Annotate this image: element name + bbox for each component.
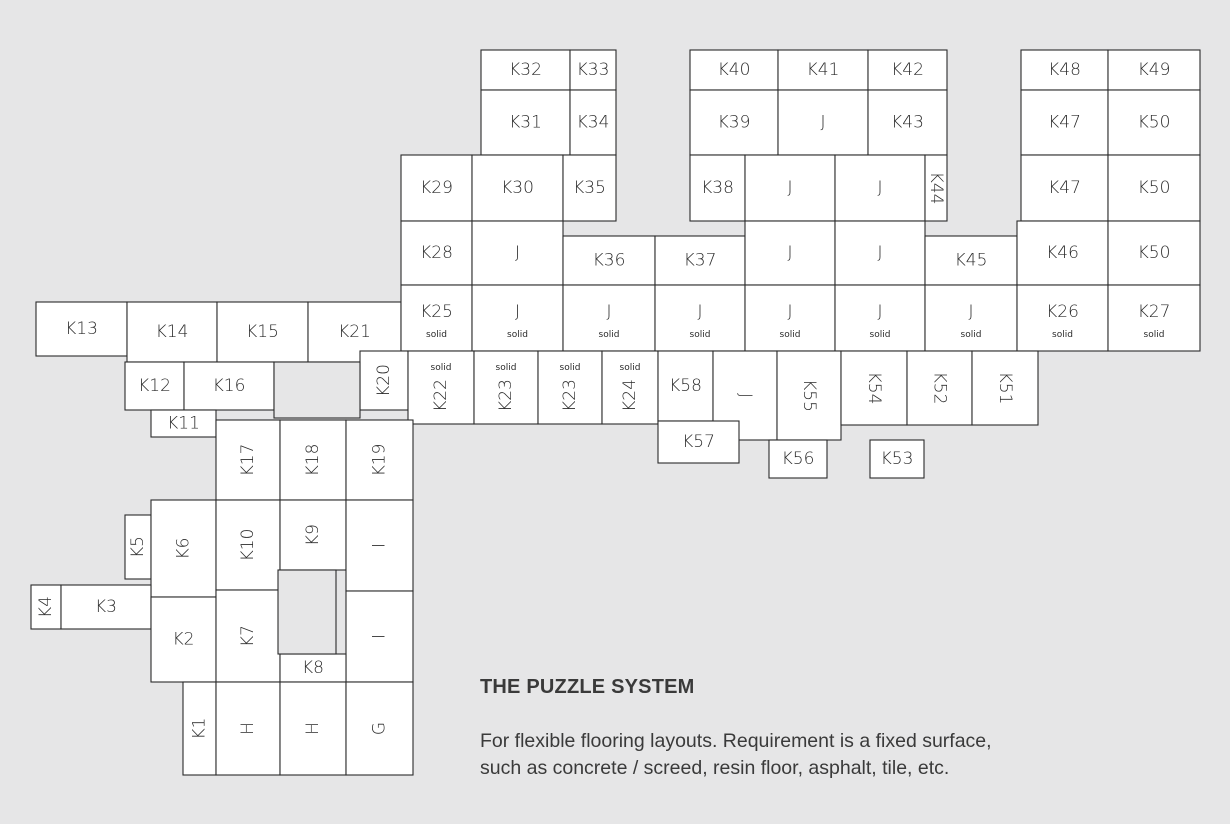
tile-label-i_b: I: [369, 633, 390, 640]
tile-label-k23b: K23: [560, 379, 580, 412]
solid-note-k24: solid: [619, 363, 641, 373]
solid-note-k23b: solid: [559, 363, 581, 373]
tile-label-k5: K5: [128, 536, 148, 558]
tile-label-k8: K8: [302, 658, 324, 678]
tile-label-k39: K39: [717, 112, 751, 133]
caption-line-1: For flexible flooring layouts. Requirement is a fixed surface,: [480, 730, 992, 752]
tile-label-k34: K34: [576, 112, 610, 133]
tile-label-k11: K11: [167, 413, 200, 434]
tile-label-i_a: I: [369, 542, 390, 549]
tile-label-k7: K7: [238, 625, 258, 647]
tile-label-j_s4: J: [787, 302, 793, 322]
floor-opening-1: [274, 362, 360, 418]
solid-note-j_s1: solid: [507, 330, 528, 340]
tile-label-k12: K12: [138, 376, 171, 396]
tile-label-k4: K4: [36, 596, 56, 618]
tile-label-k46: K46: [1046, 243, 1079, 263]
tile-label-j_s1: J: [514, 302, 521, 322]
tile-label-k22: K22: [431, 379, 451, 412]
tile-label-k9: K9: [303, 524, 323, 546]
tile-label-k43: K43: [891, 112, 924, 133]
tile-label-k25: K25: [420, 302, 453, 322]
tile-label-k45: K45: [954, 250, 988, 271]
tile-label-k38: K38: [701, 178, 734, 198]
floor-opening-2: [278, 570, 336, 654]
tile-label-k29: K29: [420, 178, 453, 198]
tile-label-k1: K1: [189, 717, 210, 740]
tile-label-j_r4b: J: [787, 243, 793, 263]
tile-label-k26: K26: [1046, 302, 1079, 322]
solid-note-j_s3: solid: [689, 330, 711, 340]
tile-label-h_b: H: [303, 722, 323, 735]
tile-label-k57: K57: [682, 432, 715, 452]
tile-label-k35: K35: [573, 178, 606, 198]
tile-label-k53: K53: [880, 449, 914, 469]
tile-label-k58: K58: [669, 376, 702, 396]
tile-label-j_r3a: J: [787, 178, 793, 198]
tile-label-k23a: K23: [496, 379, 516, 412]
tile-label-k21: K21: [338, 322, 371, 342]
tile-label-k54: K54: [864, 371, 884, 405]
tile-label-j_s2: J: [606, 302, 612, 322]
tile-label-k14: K14: [155, 322, 189, 342]
tile-label-j_mid: J: [735, 392, 755, 399]
solid-note-k22: solid: [430, 363, 452, 373]
tile-label-k37: K37: [683, 250, 717, 271]
solid-note-j_s6: solid: [960, 330, 982, 340]
tile-label-j_r3b: J: [877, 178, 883, 198]
solid-note-k25: solid: [426, 330, 447, 340]
tile-label-k48: K48: [1048, 60, 1081, 80]
tile-label-k47a: K47: [1048, 112, 1081, 133]
caption: [480, 676, 1120, 782]
solid-note-k27: solid: [1143, 330, 1165, 340]
tile-label-k27: K27: [1137, 302, 1171, 322]
tile-label-k28: K28: [420, 243, 453, 263]
tile-label-k2: K2: [172, 629, 195, 650]
tile-label-j_r4c: J: [877, 243, 883, 263]
tile-label-k15: K15: [246, 322, 279, 342]
tile-label-k16: K16: [212, 376, 246, 396]
solid-note-j_s5: solid: [869, 330, 891, 340]
tile-label-k52: K52: [929, 371, 950, 405]
solid-note-k26: solid: [1052, 330, 1073, 340]
tile-label-k18: K18: [303, 443, 323, 477]
tile-label-k17: K17: [238, 443, 258, 477]
tile-label-k30: K30: [501, 178, 534, 198]
tile-label-j_s5: J: [877, 302, 883, 322]
tile-label-k47b: K47: [1048, 178, 1081, 198]
tile-label-h_a: H: [238, 722, 258, 735]
caption-title: THE PUZZLE SYSTEM: [480, 676, 695, 698]
tile-label-k49: K49: [1137, 60, 1171, 80]
tile-label-k13: K13: [65, 319, 98, 339]
tile-label-k44: K44: [926, 171, 946, 205]
tile-label-g: G: [369, 721, 390, 736]
tile-label-j_top: J: [820, 112, 826, 133]
tile-label-k3: K3: [95, 597, 117, 617]
solid-note-k23a: solid: [495, 363, 517, 373]
tile-label-j_s3: J: [697, 302, 703, 322]
tile-label-k40: K40: [717, 60, 751, 80]
caption-line-2: such as concrete / screed, resin floor, asphalt, tile, etc.: [480, 757, 950, 779]
solid-note-j_s2: solid: [598, 330, 620, 340]
tile-label-k6: K6: [173, 537, 194, 560]
tile-label-j_s6: J: [968, 302, 974, 322]
tile-label-k36: K36: [592, 250, 626, 271]
tile-label-k32: K32: [509, 60, 542, 80]
caption-text: [480, 728, 1120, 782]
tile-label-k50a: K50: [1137, 112, 1171, 133]
tile-label-k19: K19: [369, 443, 390, 477]
tile-label-k10: K10: [238, 528, 258, 562]
solid-note-j_s4: solid: [779, 330, 801, 340]
tile-label-k50c: K50: [1137, 243, 1171, 263]
tile-label-k51: K51: [995, 371, 1015, 405]
tile-label-k31: K31: [509, 112, 542, 133]
tile-label-k42: K42: [891, 60, 924, 80]
tile-label-j_r4a: J: [514, 243, 521, 263]
tile-label-k56: K56: [781, 449, 815, 469]
tile-label-k20: K20: [374, 364, 394, 397]
tile-label-k33: K33: [576, 60, 610, 80]
tile-label-k41: K41: [806, 60, 840, 80]
tile-label-k55: K55: [799, 379, 819, 412]
tile-label-k24: K24: [620, 379, 640, 412]
tile-label-k50b: K50: [1137, 178, 1171, 198]
